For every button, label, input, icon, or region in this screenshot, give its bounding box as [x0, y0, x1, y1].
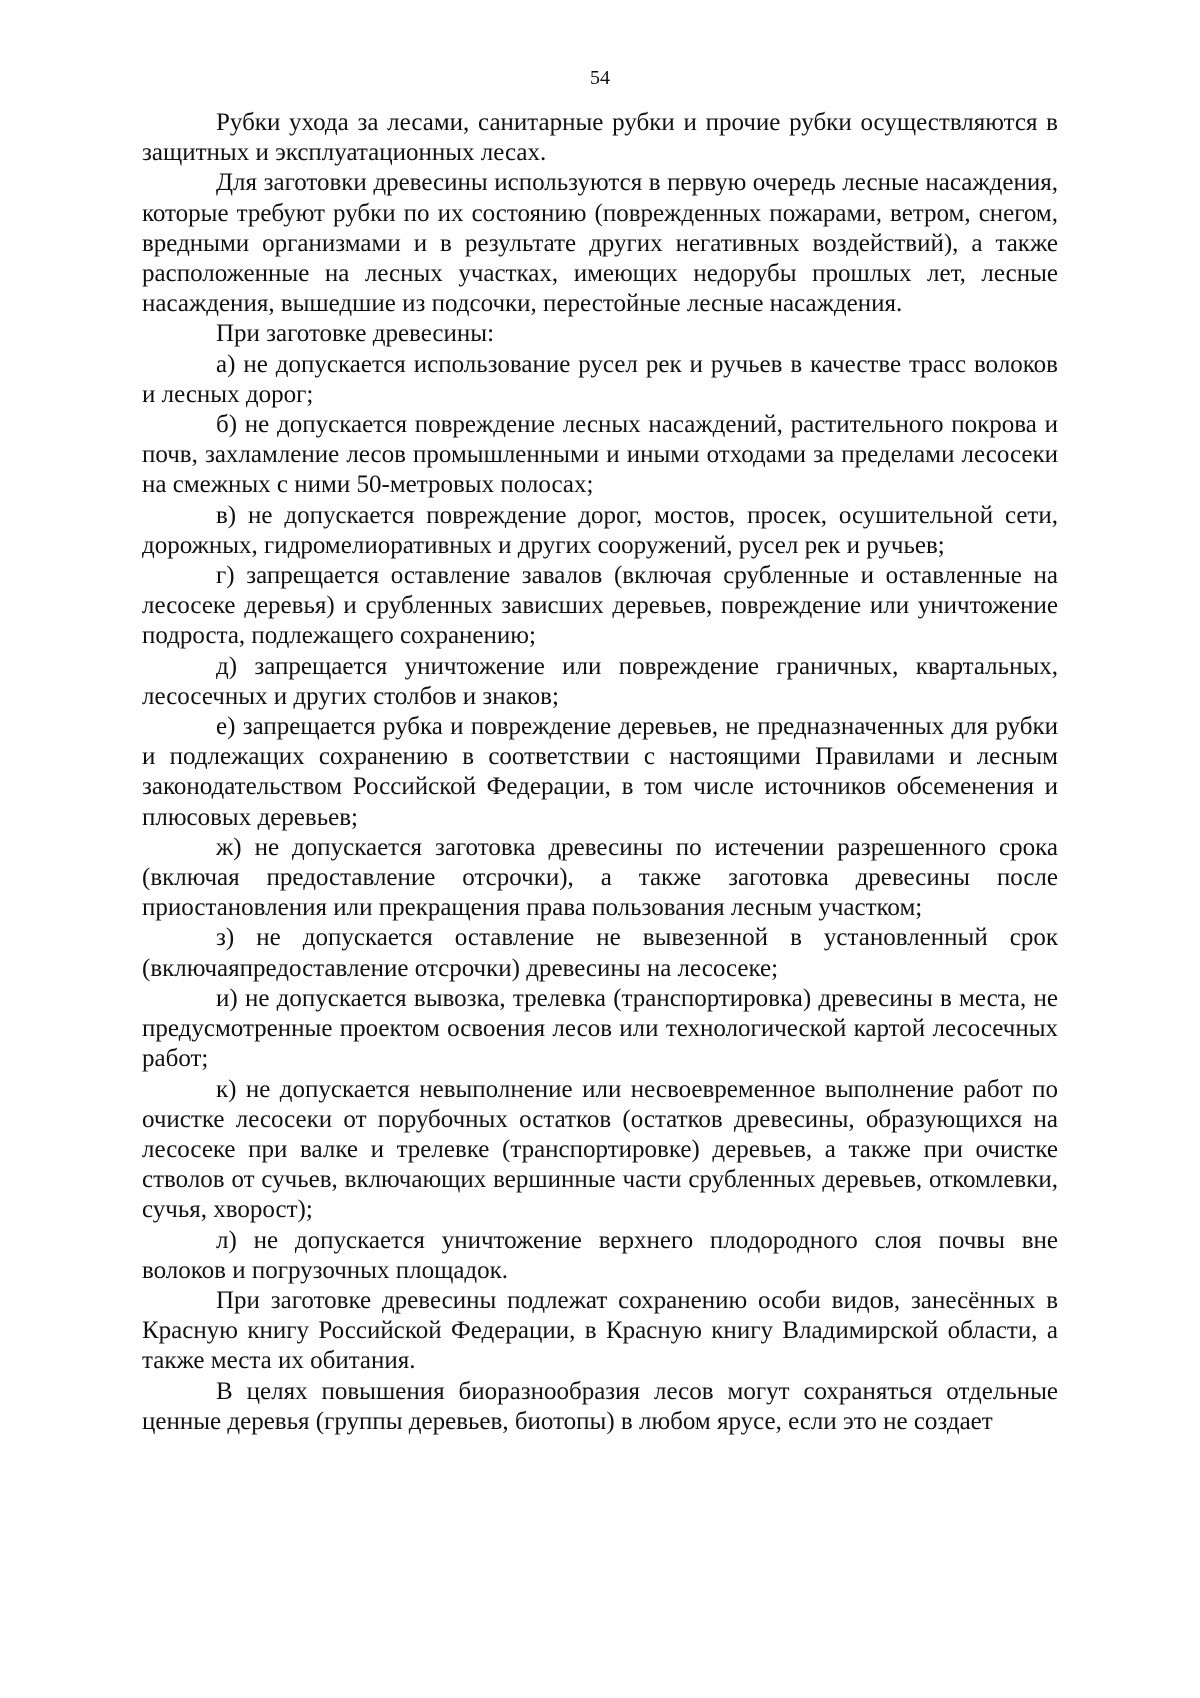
- paragraph-thinning-cuts: Рубки ухода за лесами, санитарные рубки и прочие рубки осуществляются в защитных и эксплуатационных лесах.: [142, 109, 1058, 167]
- list-item-g: г) запрещается оставление завалов (включая срубленные и оставленные на лесосеке деревья) и срубленных зависших деревьев, повреждение или уничтожение подроста, подлежащего сохранению;: [142, 562, 1058, 650]
- list-item-z: з) не допускается оставление не вывезенной в установленный срок (включаяпредоставление отсрочки) древесины на лесосеке;: [142, 924, 1058, 982]
- paragraph-priority-stands: Для заготовки древесины используются в первую очередь лесные насаждения, которые требуют рубки по их состоянию (поврежденных пожарами, ветром, снегом, вредными организмами и в результате других негативных воздействий), а также расположенные на лесных участках, имеющих недорубы прошлых лет, лесные насаждения, вышедшие из подсочки, перестойные лесные насаждения.: [142, 169, 1058, 318]
- paragraph-biodiversity: В целях повышения биоразнообразия лесов могут сохраняться отдельные ценные деревья (группы деревьев, биотопы) в любом ярусе, если это не создает: [142, 1377, 1058, 1435]
- list-item-e: е) запрещается рубка и повреждение деревьев, не предназначенных для рубки и подлежащих сохранению в соответствии с настоящими Правилами и лесным законодательством Российской Федерации, в том числе источников обсеменения и плюсовых деревьев;: [142, 713, 1058, 831]
- list-item-v: в) не допускается повреждение дорог, мостов, просек, осушительной сети, дорожных, гидромелиоративных и других сооружений, русел рек и ручьев;: [142, 501, 1058, 559]
- paragraph-harvest-intro: При заготовке древесины:: [216, 320, 495, 348]
- paragraph-red-book: При заготовке древесины подлежат сохранению особи видов, занесённых в Красную книгу Российской Федерации, в Красную книгу Владимирской области, а также места их обитания.: [142, 1286, 1058, 1375]
- list-item-k: к) не допускается невыполнение или несвоевременное выполнение работ по очистке лесосеки от порубочных остатков (остатков древесины, образующихся на лесосеке при валке и трелевке (транспортировке) деревьев, а также при очистке стволов от сучьев, включающих вершинные части срубленных деревьев, откомлевки, сучья, хворост);: [142, 1075, 1058, 1224]
- list-item-i: и) не допускается вывозка, трелевка (транспортировка) древесины в места, не предусмотренные проектом освоения лесов или технологической картой лесосечных работ;: [142, 984, 1058, 1073]
- list-item-d: д) запрещается уничтожение или повреждение граничных, квартальных, лесосечных и других столбов и знаков;: [142, 652, 1058, 710]
- list-item-b: б) не допускается повреждение лесных насаждений, растительного покрова и почв, захламление лесов промышленными и иными отходами за пределами лесосеки на смежных с ними 50-метровых полосах;: [142, 411, 1058, 499]
- document-body: [142, 108, 1058, 1437]
- page-number: 54: [590, 67, 610, 89]
- list-item-a: а) не допускается использование русел рек и ручьев в качестве трасс волоков и лесных дорог;: [142, 350, 1058, 408]
- list-item-zh: ж) не допускается заготовка древесины по истечении разрешенного срока (включая предоставление отсрочки), а также заготовка древесины после приостановления или прекращения права пользования лесным участком;: [142, 833, 1058, 922]
- list-item-l: л) не допускается уничтожение верхнего плодородного слоя почвы вне волоков и погрузочных площадок.: [142, 1226, 1058, 1284]
